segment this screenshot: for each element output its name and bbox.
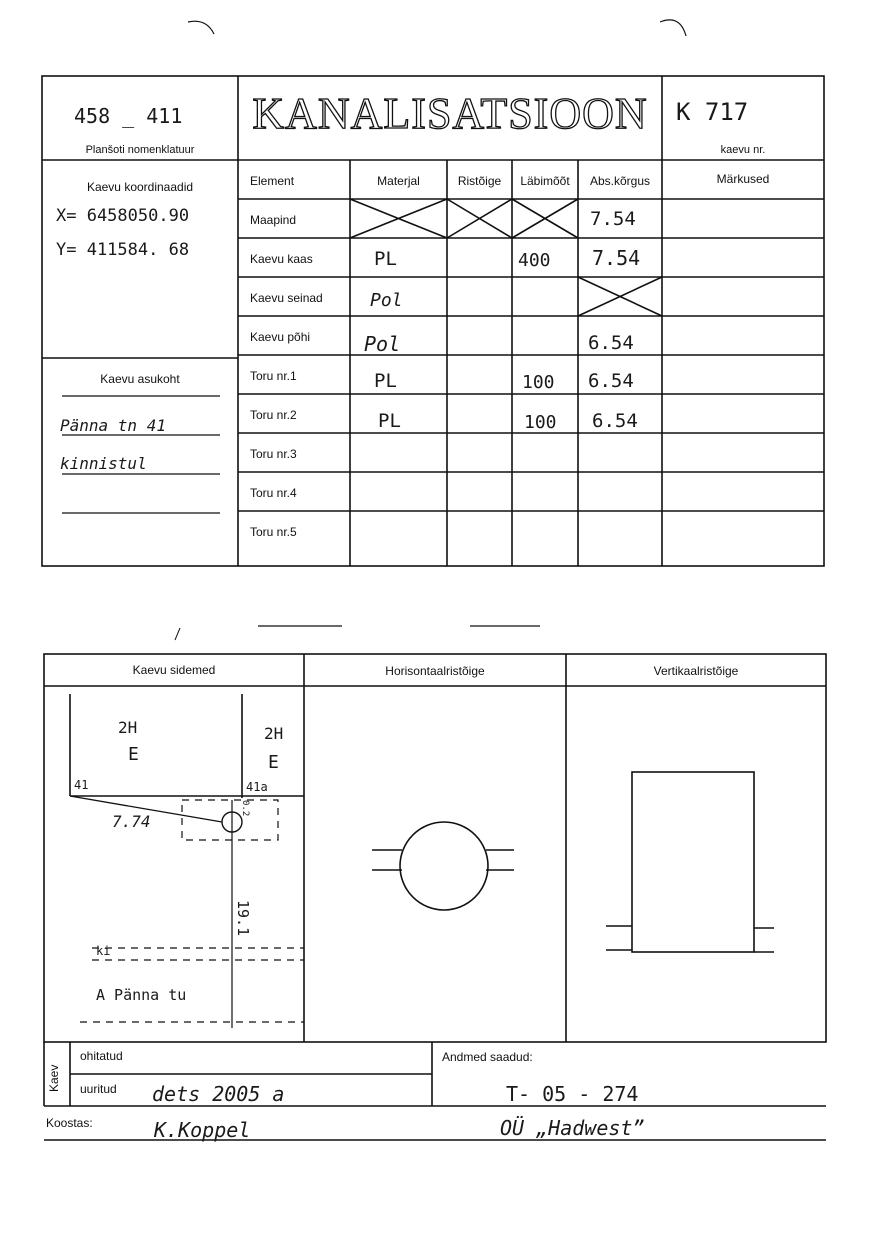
well-number-label: kaevu nr. xyxy=(720,144,766,156)
row-material: PL xyxy=(378,410,401,432)
sketch-house-right: 41a xyxy=(246,780,268,794)
col-header-material: Materjal xyxy=(377,174,420,188)
well-label: Kaev xyxy=(47,1064,61,1092)
row-elevation: 7.54 xyxy=(592,246,641,270)
location-label: Kaevu asukoht xyxy=(100,372,180,386)
checked-label: ohitatud xyxy=(80,1049,123,1063)
coordinate-x: X= 6458050.90 xyxy=(56,206,190,226)
horizontal-section-label: Horisontaalristõige xyxy=(385,664,485,678)
sketch-street-marker: ki xyxy=(96,944,111,958)
row-elevation: 7.54 xyxy=(590,208,636,230)
row-element: Kaevu põhi xyxy=(250,330,311,344)
measured-value: dets 2005 a xyxy=(152,1082,285,1106)
row-element: Toru nr.1 xyxy=(250,369,297,383)
row-element: Toru nr.3 xyxy=(250,447,297,461)
form-title: KANALISATSIOON xyxy=(252,89,648,138)
connections-label: Kaevu sidemed xyxy=(132,663,216,677)
row-element: Toru nr.4 xyxy=(250,486,297,500)
col-header-element: Element xyxy=(250,174,295,188)
col-header-elevation: Abs.kõrgus xyxy=(589,174,651,188)
measured-label: uuritud xyxy=(80,1082,117,1096)
data-received-value: T- 05 - 274 xyxy=(506,1082,639,1106)
row-elevation: 6.54 xyxy=(588,370,634,392)
sketch-building-right-l1: 2H xyxy=(264,724,284,743)
company-value: OÜ „Hadwest” xyxy=(500,1116,645,1140)
compiled-value: K.Koppel xyxy=(154,1118,251,1142)
coordinates-label: Kaevu koordinaadid xyxy=(86,180,194,194)
row-material: Pol xyxy=(370,290,403,311)
sketch-street-name: A Pänna tu xyxy=(96,986,187,1004)
col-header-notes: Märkused xyxy=(716,172,770,186)
row-elevation: 6.54 xyxy=(592,410,638,432)
row-element: Toru nr.5 xyxy=(250,525,297,539)
row-element: Toru nr.2 xyxy=(250,408,297,422)
location-line-2: kinnistul xyxy=(60,454,147,473)
row-material: PL xyxy=(374,370,397,392)
coordinate-y: Y= 411584. 68 xyxy=(56,240,190,260)
row-element: Maapind xyxy=(250,213,297,227)
sketch-distance: 7.74 xyxy=(112,812,151,831)
row-material: Pol xyxy=(364,332,401,356)
row-diameter: 100 xyxy=(522,372,555,393)
vertical-section-label: Vertikaalristõige xyxy=(653,664,739,678)
row-diameter: 400 xyxy=(518,250,551,271)
sketch-house-left: 41 xyxy=(74,778,89,792)
col-header-section: Ristõige xyxy=(457,174,502,188)
row-element: Kaevu kaas xyxy=(250,252,313,266)
row-material: PL xyxy=(374,248,397,270)
sketch-building-right-l2: E xyxy=(268,752,279,773)
well-number-value: K 717 xyxy=(676,98,749,126)
sketch-dim-small: 0.2 xyxy=(240,800,250,817)
row-diameter: 100 xyxy=(524,412,557,433)
location-line-1: Pänna tn 41 xyxy=(60,416,166,435)
compiled-label: Koostas: xyxy=(46,1116,93,1130)
data-received-label: Andmed saadud: xyxy=(442,1050,533,1064)
sketch-building-left-l2: E xyxy=(128,744,139,765)
sketch-dim-vertical: 19.1 xyxy=(234,900,252,937)
plan-number-value: 458 _ 411 xyxy=(74,104,183,128)
col-header-diameter: Läbimõõt xyxy=(520,174,570,188)
plan-number-label: Planšoti nomenklatuur xyxy=(85,144,195,156)
sketch-building-left-l1: 2H xyxy=(118,718,138,737)
row-elevation: 6.54 xyxy=(588,332,634,354)
row-element: Kaevu seinad xyxy=(250,291,323,305)
